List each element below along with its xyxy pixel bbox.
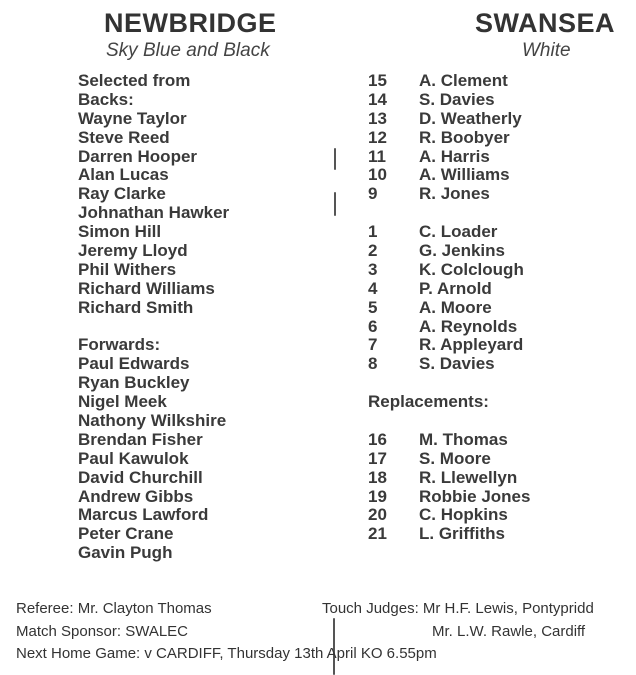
home-player: Wayne Taylor xyxy=(78,108,187,128)
home-player: Nathony Wilkshire xyxy=(78,411,227,431)
away-backs-list xyxy=(368,72,530,204)
selected-from-label: Selected from xyxy=(78,71,191,90)
away-player xyxy=(368,450,530,469)
away-player xyxy=(368,299,530,318)
shirt-number: 7 xyxy=(368,335,378,355)
away-player xyxy=(368,242,530,261)
home-player: Ray Clarke xyxy=(78,184,166,204)
player-name: R. Jones xyxy=(419,184,490,204)
away-forwards-list xyxy=(368,223,530,374)
forwards-heading: Forwards: xyxy=(78,335,161,355)
backs-heading: Backs: xyxy=(78,89,134,109)
player-name: R. Boobyer xyxy=(419,127,510,147)
away-player xyxy=(368,336,530,355)
away-player xyxy=(368,431,530,450)
home-player: Richard Williams xyxy=(78,278,215,298)
spacer xyxy=(78,318,229,337)
player-name: Robbie Jones xyxy=(419,486,531,506)
away-player xyxy=(368,355,530,374)
shirt-number: 17 xyxy=(368,448,387,468)
home-player: Alan Lucas xyxy=(78,165,169,185)
player-name: R. Appleyard xyxy=(419,335,524,355)
home-player: Paul Kawulok xyxy=(78,448,189,468)
scan-mark xyxy=(334,148,336,170)
player-name: L. Griffiths xyxy=(419,524,505,544)
home-player: Steve Reed xyxy=(78,127,170,147)
shirt-number: 20 xyxy=(368,505,387,525)
player-name: C. Hopkins xyxy=(419,505,508,525)
shirt-number: 11 xyxy=(368,146,386,166)
shirt-number: 10 xyxy=(368,165,387,185)
player-name: A. Williams xyxy=(419,165,510,185)
away-player xyxy=(368,91,530,110)
home-team-list xyxy=(78,72,229,563)
away-player xyxy=(368,506,530,525)
away-player xyxy=(368,488,530,507)
shirt-number: 18 xyxy=(368,467,387,487)
shirt-number: 8 xyxy=(368,354,378,374)
shirt-number: 14 xyxy=(368,89,387,109)
home-player: Phil Withers xyxy=(78,259,177,279)
touch-judges-second-text: Mr. L.W. Rawle, Cardiff xyxy=(432,623,586,640)
away-player xyxy=(368,261,530,280)
away-player xyxy=(368,280,530,299)
away-replacements-list xyxy=(368,431,530,544)
player-name: A. Reynolds xyxy=(419,316,518,336)
home-player: Andrew Gibbs xyxy=(78,486,194,506)
home-team-name: NEWBRIDGE xyxy=(104,8,277,38)
home-player: Brendan Fisher xyxy=(78,429,203,449)
home-player: Peter Crane xyxy=(78,524,174,544)
away-team-name: SWANSEA xyxy=(475,8,616,38)
player-name: S. Davies xyxy=(419,354,495,374)
shirt-number: 19 xyxy=(368,486,387,506)
shirt-number: 16 xyxy=(368,429,387,449)
scan-mark xyxy=(334,192,336,216)
shirt-number: 15 xyxy=(368,71,387,90)
shirt-number: 3 xyxy=(368,259,378,279)
shirt-number: 2 xyxy=(368,241,378,261)
away-player xyxy=(368,148,530,167)
player-name: K. Colclough xyxy=(419,259,524,279)
shirt-number: 12 xyxy=(368,127,387,147)
away-player xyxy=(368,72,530,91)
home-player: Nigel Meek xyxy=(78,392,167,412)
touch-judges-text: Touch Judges: Mr H.F. Lewis, Pontypridd xyxy=(322,600,594,617)
home-forwards-list xyxy=(78,355,229,563)
player-name: A. Clement xyxy=(419,71,508,90)
home-player: Johnathan Hawker xyxy=(78,203,230,223)
home-player: Paul Edwards xyxy=(78,354,190,374)
shirt-number: 5 xyxy=(368,297,378,317)
shirt-number: 6 xyxy=(368,316,378,336)
spacer xyxy=(368,412,530,431)
player-name: C. Loader xyxy=(419,222,498,242)
spacer xyxy=(368,374,530,393)
away-player xyxy=(368,223,530,242)
match-sponsor-text: Match Sponsor: SWALEC xyxy=(16,623,189,640)
away-team-colors: White xyxy=(522,40,571,61)
shirt-number: 4 xyxy=(368,278,378,298)
away-player xyxy=(368,166,530,185)
next-home-game-text: Next Home Game: v CARDIFF, Thursday 13th April KO 6.55pm xyxy=(16,645,437,662)
shirt-number: 13 xyxy=(368,108,387,128)
away-player xyxy=(368,525,530,544)
player-name: R. Llewellyn xyxy=(419,467,518,487)
home-player: Gavin Pugh xyxy=(78,543,173,563)
shirt-number: 9 xyxy=(368,184,378,204)
player-name: A. Moore xyxy=(419,297,492,317)
away-player xyxy=(368,318,530,337)
player-name: S. Davies xyxy=(419,89,495,109)
away-player xyxy=(368,129,530,148)
home-player: Darren Hooper xyxy=(78,146,198,166)
player-name: S. Moore xyxy=(419,448,491,468)
player-name: P. Arnold xyxy=(419,278,492,298)
home-player: Jeremy Lloyd xyxy=(78,241,188,261)
shirt-number: 21 xyxy=(368,524,387,544)
home-backs-list xyxy=(78,110,229,318)
away-player xyxy=(368,185,530,204)
home-player: Richard Smith xyxy=(78,297,194,317)
spacer xyxy=(368,204,530,223)
home-player: Marcus Lawford xyxy=(78,505,209,525)
player-name: A. Harris xyxy=(419,146,490,166)
away-player xyxy=(368,469,530,488)
shirt-number: 1 xyxy=(368,222,378,242)
away-player xyxy=(368,110,530,129)
home-player: David Churchill xyxy=(78,467,203,487)
replacements-heading: Replacements: xyxy=(368,392,489,412)
player-name: M. Thomas xyxy=(419,429,508,449)
player-name: G. Jenkins xyxy=(419,241,505,261)
referee-text: Referee: Mr. Clayton Thomas xyxy=(16,600,212,617)
away-team-list xyxy=(368,72,530,544)
home-player: Ryan Buckley xyxy=(78,373,190,393)
home-player: Simon Hill xyxy=(78,222,162,242)
home-team-colors: Sky Blue and Black xyxy=(106,40,270,61)
player-name: D. Weatherly xyxy=(419,108,522,128)
